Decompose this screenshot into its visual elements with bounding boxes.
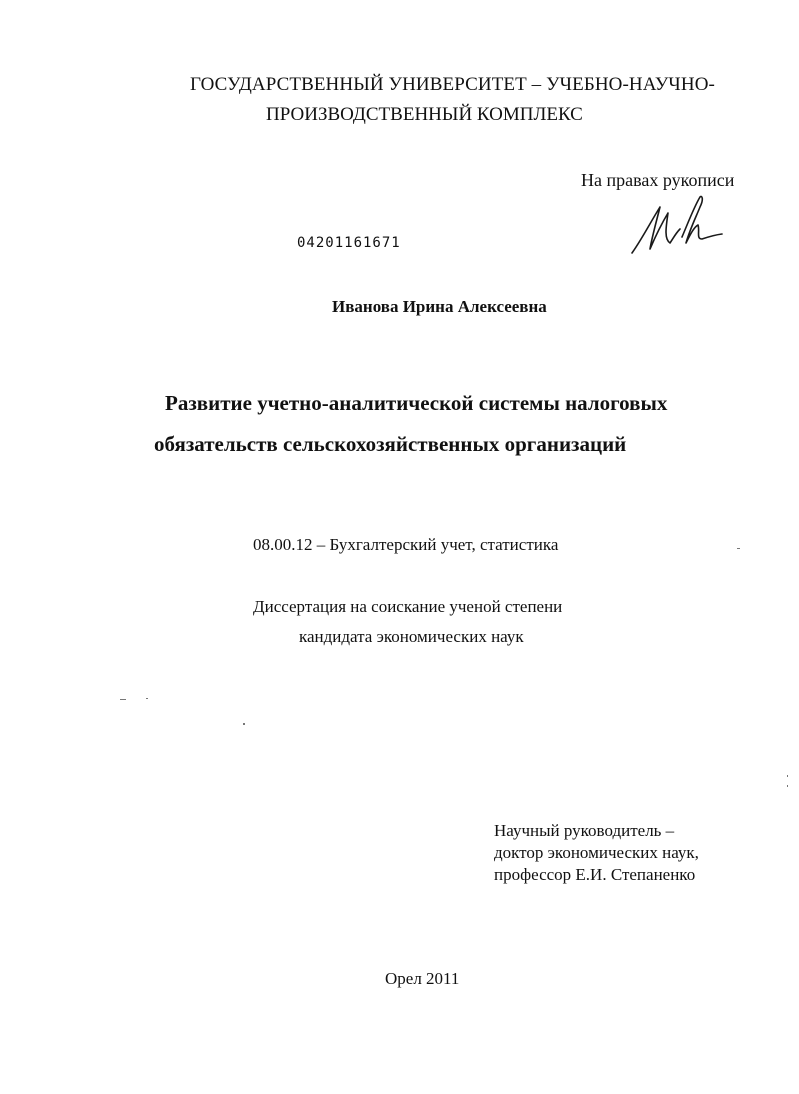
rights-note: На правах рукописи — [581, 170, 735, 190]
city-year: Орел 2011 — [385, 969, 460, 988]
degree-line-2: кандидата экономических наук — [299, 627, 524, 646]
scan-speck — [787, 785, 788, 787]
scan-speck — [146, 698, 148, 699]
supervisor-line-3: профессор Е.И. Степаненко — [494, 865, 696, 884]
organization-line-1: ГОСУДАРСТВЕННЫЙ УНИВЕРСИТЕТ – УЧЕБНО-НАУЧНО- — [190, 74, 715, 95]
scan-speck — [737, 548, 740, 549]
dissertation-title-line-2: обязательств сельскохозяйственных организаций — [154, 432, 627, 456]
scan-speck — [243, 723, 245, 725]
dissertation-title-line-1: Развитие учетно-аналитической системы налоговых — [165, 391, 668, 415]
degree-line-1: Диссертация на соискание ученой степени — [253, 597, 563, 616]
catalog-number: 04201161671 — [297, 235, 401, 251]
supervisor-line-2: доктор экономических наук, — [494, 843, 699, 862]
supervisor-line-1: Научный руководитель – — [494, 821, 675, 840]
specialty-code: 08.00.12 – Бухгалтерский учет, статистика — [253, 535, 559, 554]
supervisor-block — [494, 820, 699, 886]
scan-speck — [120, 699, 126, 700]
signature-icon — [628, 193, 723, 257]
organization-line-2: ПРОИЗВОДСТВЕННЫЙ КОМПЛЕКС — [266, 104, 583, 125]
scan-speck — [787, 775, 788, 777]
author-name: Иванова Ирина Алексеевна — [332, 297, 547, 316]
